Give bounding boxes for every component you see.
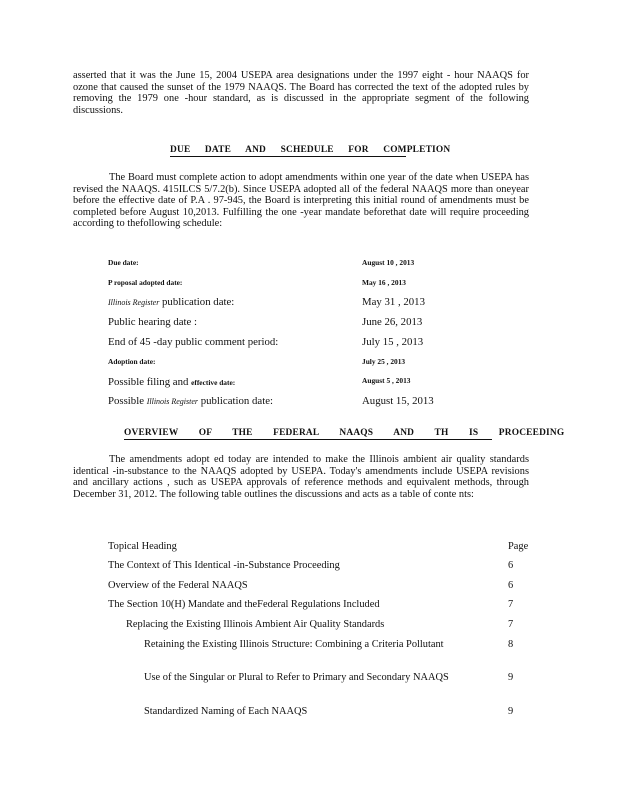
toc-title: Use of the Singular or Plural to Refer to Primary and Secondary NAAQS [144, 672, 449, 683]
due-date-paragraph: The Board must complete action to adopt amendments within one year of the date when USEPA has revised the NAAQS. 415ILCS 5/7.2(b). Since USEPA adopted all of the federal NAAQS more than oneyear before the effective date of P.A . 97-945, the Board is interpreting this initial round of amendments must be completed before August 10,2013. Fulfilling the one -year mandate beforethat date will require proceeding according to thefollowing schedule: [73, 172, 529, 230]
toc-page: 6 [508, 580, 514, 591]
toc-page: 9 [508, 706, 514, 717]
schedule-label: End of 45 -day public comment period: [108, 336, 279, 348]
toc-title: Replacing the Existing Illinois Ambient Air Quality Standards [126, 619, 385, 630]
schedule-value: July 25 , 2013 [362, 357, 406, 366]
schedule-label: Public hearing date : [108, 316, 198, 328]
toc-title: The Section 10(H) Mandate and theFederal Regulations Included [108, 599, 380, 610]
toc-title: Overview of the Federal NAAQS [108, 580, 248, 591]
schedule-label [108, 296, 234, 308]
toc-row [108, 599, 528, 613]
toc-page: 7 [508, 599, 514, 610]
schedule-row-comment [108, 336, 468, 354]
schedule-row-possible-publication [108, 395, 468, 413]
schedule-label: P roposal adopted date: [108, 278, 183, 287]
overview-heading: OVERVIEW OF THE FEDERAL NAAQS AND TH IS PROCEEDING [124, 428, 565, 438]
schedule-label-part: Possible filing and [108, 376, 189, 388]
schedule-value: August 10 , 2013 [362, 258, 415, 267]
intro-paragraph: asserted that it was the June 15, 2004 USEPA area designations under the 1997 eight - hour NAAQS for ozone that caused the sunset of the 1979 NAAQS. The Board has corrected the text of the adopted rules by removing the 1979 one -hour standard, as is discussed in the appropriate segment of the following discussions. [73, 70, 529, 116]
schedule-label-rest: publication date: [200, 395, 273, 407]
schedule-label [108, 395, 273, 407]
toc-page: 7 [508, 619, 514, 630]
schedule-label-italic: Illinois Register [146, 397, 199, 406]
schedule-label-small: effective date: [191, 378, 236, 387]
schedule-label: Due date: [108, 258, 139, 267]
toc-page: 6 [508, 560, 514, 571]
toc-header-page: Page [508, 541, 529, 552]
toc-page: 8 [508, 639, 514, 650]
toc-row [108, 639, 528, 665]
toc-title: Retaining the Existing Illinois Structure: Combining a Criteria Pollutant [144, 639, 444, 650]
toc-page: 9 [508, 672, 514, 683]
schedule-label-italic: Illinois Register [108, 298, 160, 307]
toc-row [108, 580, 528, 594]
toc-row [108, 560, 528, 574]
schedule-label-rest: publication date: [162, 296, 235, 308]
schedule-value: May 16 , 2013 [362, 278, 406, 287]
toc-row [108, 706, 528, 720]
toc-header-row [108, 541, 528, 555]
toc-title: Standardized Naming of Each NAAQS [144, 706, 308, 717]
toc-header-topic: Topical Heading [108, 541, 177, 552]
schedule-row-due [108, 258, 468, 276]
due-date-heading: DUE DATE AND SCHEDULE FOR COMPLETION [170, 145, 451, 155]
schedule-value: May 31 , 2013 [362, 296, 425, 308]
schedule-row-adoption [108, 357, 468, 375]
schedule-value: August 15, 2013 [362, 395, 434, 407]
overview-paragraph: The amendments adopt ed today are intended to make the Illinois ambient air quality standards identical -in-substance to the NAAQS adopted by USEPA. Today's amendments include USEPA revisions and ancillary actions , such as USEPA approvals of reference methods and equivalent methods, through December 31, 2012. The following table outlines the discussions and acts as a table of conte nts: [73, 454, 529, 500]
schedule-value: July 15 , 2013 [362, 336, 424, 348]
schedule-label: Adoption date: [108, 357, 156, 366]
schedule-value: June 26, 2013 [362, 316, 423, 328]
schedule-row-proposal [108, 278, 468, 296]
schedule-value: August 5 , 2013 [362, 376, 411, 385]
schedule-row-register [108, 296, 468, 314]
toc-row [108, 619, 528, 633]
toc-row [108, 672, 528, 698]
schedule-label [108, 376, 235, 388]
schedule-row-hearing [108, 316, 468, 334]
schedule-label-part: Possible [108, 395, 144, 407]
schedule-row-filing [108, 376, 468, 394]
toc-title: The Context of This Identical -in-Substance Proceeding [108, 560, 340, 571]
